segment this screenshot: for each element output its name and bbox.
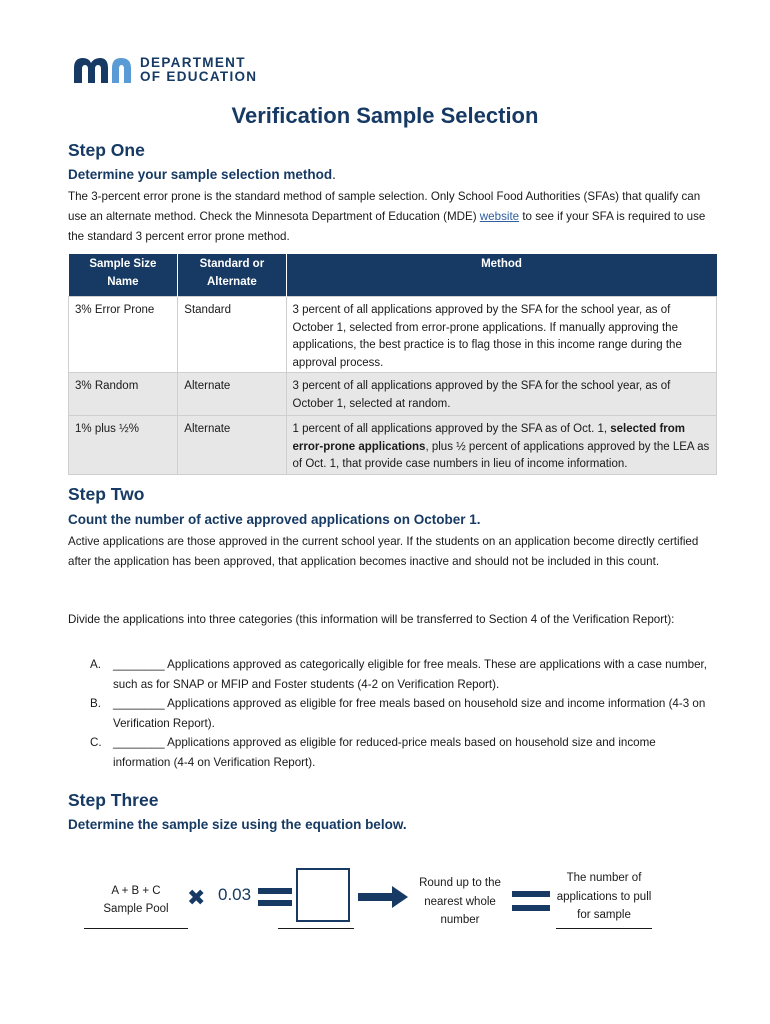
table-header-row — [69, 254, 717, 297]
result-blank-line — [278, 928, 354, 929]
sample-count-label: The number of applications to pull for sample — [556, 872, 652, 921]
cell-method: 3 percent of all applications approved by the SFA for the school year, as of October 1, selected from error-prone applications. If manually approving the applications, the best practice is to flag those in this income range during the approval process. — [286, 297, 716, 373]
list-item-text: ________ Applications approved as eligible for reduced-price meals based on household size and income information (4-4 on Verification Report). — [113, 736, 656, 769]
mn-logo-icon — [72, 55, 134, 85]
list-marker: B. — [90, 697, 101, 710]
step-one-heading: Step One — [68, 140, 145, 160]
category-list — [90, 655, 710, 772]
list-item — [90, 694, 710, 733]
cell-method — [286, 416, 716, 475]
step-one-subheading — [68, 167, 336, 182]
table-row — [69, 297, 717, 373]
cell-type: Alternate — [178, 416, 286, 475]
step-three-heading: Step Three — [68, 790, 159, 810]
step-one-text-after-link: to see if your SFA is required to use the standard 3 percent error prone method. — [68, 210, 706, 243]
page-title: Verification Sample Selection — [231, 103, 539, 128]
step-two-subheading: Count the number of active approved applications on October 1. — [68, 512, 481, 527]
header-method: Method — [286, 254, 716, 297]
result-box — [296, 868, 350, 922]
step-one-text-before-link: The 3-percent error prone is the standard method of sample selection. Only School Food Authorities (SFAs) that qualify can use an alternate method. Check the Minnesota Department of Education (MDE) — [68, 190, 701, 223]
step-one-subheading-period: . — [332, 167, 336, 182]
step-two-heading: Step Two — [68, 484, 145, 504]
cell-type: Standard — [178, 297, 286, 373]
sample-pool-blank-line — [84, 928, 188, 929]
cell-name: 3% Random — [69, 373, 178, 416]
mde-website-link[interactable]: website — [479, 210, 520, 223]
sample-pool-text: Sample Pool — [103, 903, 169, 915]
cell-method: 3 percent of all applications approved by the SFA for the school year, as of October 1, selected at random. — [286, 373, 716, 416]
equals-icon — [512, 891, 550, 911]
sample-pool-formula: A + B + C — [111, 885, 161, 897]
list-item — [90, 655, 710, 694]
step-three-subheading: Determine the sample size using the equation below. — [68, 817, 407, 832]
mde-logo — [72, 55, 257, 85]
sample-count-blank-line — [556, 928, 652, 929]
cell-name: 3% Error Prone — [69, 297, 178, 373]
equals-icon — [258, 888, 292, 906]
table-row — [69, 416, 717, 475]
cell-type: Alternate — [178, 373, 286, 416]
logo-line-1: DEPARTMENT — [140, 55, 246, 70]
logo-line-2: OF EDUCATION — [140, 69, 258, 84]
arrow-right-icon — [358, 886, 408, 908]
method-text-start: 1 percent of all applications approved by the SFA as of Oct. 1, — [292, 423, 611, 435]
list-item-text: ________ Applications approved as eligible for free meals based on household size and income information (4-3 on Verification Report). — [113, 697, 706, 730]
header-standard-or-alternate: Standard or Alternate — [178, 254, 286, 297]
header-sample-size-name: Sample Size Name — [69, 254, 178, 297]
step-one-subheading-text: Determine your sample selection method — [68, 167, 333, 182]
step-two-paragraph-1: Active applications are those approved in the current school year. If the students on an application become directly certified after the application has been approved, that application becomes inactive and should not be included in this count. — [68, 535, 699, 568]
sample-pool-label — [84, 882, 188, 918]
logo-text — [140, 56, 257, 84]
multiply-icon: ✖ — [187, 885, 206, 910]
step-one-paragraph — [68, 187, 708, 247]
table-row — [69, 373, 717, 416]
list-marker: A. — [90, 658, 101, 671]
list-item — [90, 733, 710, 772]
method-text-bold: selected from error-prone applications — [292, 423, 686, 453]
list-item-text: ________ Applications approved as categorically eligible for free meals. These are applications with a case number, such as for SNAP or MFIP and Foster students (4-2 on Verification Report). — [113, 658, 707, 691]
list-marker: C. — [90, 736, 102, 749]
round-up-label: Round up to the nearest whole number — [419, 877, 501, 926]
step-two-paragraph-2: Divide the applications into three categories (this information will be transferred to Section 4 of the Verification Report): — [68, 613, 675, 626]
sample-method-table — [68, 254, 717, 475]
multiplier-value: 0.03 — [218, 885, 252, 904]
cell-name: 1% plus ½% — [69, 416, 178, 475]
method-text-end: , plus ½ percent of applications approved by the LEA as of Oct. 1, that provide case numbers in lieu of income information. — [292, 440, 710, 470]
